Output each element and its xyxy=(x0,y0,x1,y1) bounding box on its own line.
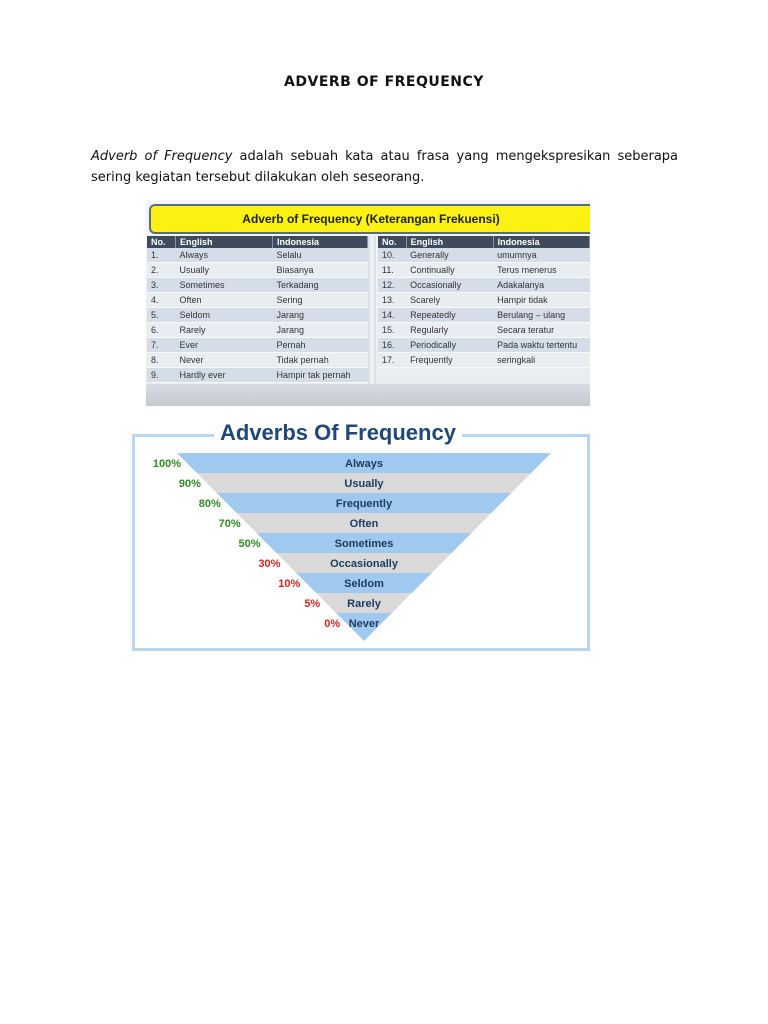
cell-english: Seldom xyxy=(176,308,273,323)
pyramid-percent: 10% xyxy=(278,578,301,590)
pyramid-percent: 90% xyxy=(178,478,201,490)
pyramid-word: Usually xyxy=(344,478,384,490)
pyramid-percent: 0% xyxy=(324,618,341,630)
cell-english: Ever xyxy=(176,338,273,353)
header-no: No. xyxy=(147,236,176,248)
cell-indonesia: Hampir tidak xyxy=(493,293,589,308)
cell-no: 14. xyxy=(378,308,406,323)
table-row xyxy=(378,353,590,368)
intro-paragraph xyxy=(91,146,678,188)
cell-no: 5. xyxy=(147,308,176,323)
pyramid-percent: 30% xyxy=(258,558,281,570)
cell-no: 17. xyxy=(378,353,406,368)
cell-indonesia: Pada waktu tertentu xyxy=(493,338,589,353)
table-row xyxy=(147,278,368,293)
table-row xyxy=(378,323,590,338)
pyramid-word: Never xyxy=(348,618,380,630)
cell-indonesia: Sering xyxy=(273,293,368,308)
cell-indonesia: Secara teratur xyxy=(493,323,589,338)
cell-indonesia: Pernah xyxy=(273,338,368,353)
header-english: English xyxy=(176,236,273,248)
header-indonesia: Indonesia xyxy=(493,236,589,248)
cell-english: Frequently xyxy=(406,353,493,368)
pyramid-frame xyxy=(132,434,590,651)
cell-no: 13. xyxy=(378,293,406,308)
cell-english: Periodically xyxy=(406,338,493,353)
table-row xyxy=(147,308,368,323)
frequency-table-right xyxy=(378,236,590,368)
cell-no: 10. xyxy=(378,248,406,263)
cell-indonesia: Tidak pernah xyxy=(273,353,368,368)
cell-english: Continually xyxy=(406,263,493,278)
pyramid-percent: 5% xyxy=(304,598,321,610)
cell-english: Sometimes xyxy=(176,278,273,293)
table-bottom-strip xyxy=(146,384,590,406)
frequency-table-image xyxy=(146,200,590,406)
cell-english: Occasionally xyxy=(406,278,493,293)
pyramid-word: Rarely xyxy=(347,598,381,610)
cell-no: 9. xyxy=(147,368,176,383)
pyramid-word: Occasionally xyxy=(330,558,398,570)
cell-english: Regularly xyxy=(406,323,493,338)
cell-no: 2. xyxy=(147,263,176,278)
table-row xyxy=(378,293,590,308)
table-banner: Adverb of Frequency (Keterangan Frekuensi) xyxy=(149,204,590,234)
table-row xyxy=(378,248,590,263)
document-title: ADVERB OF FREQUENCY xyxy=(284,74,484,90)
cell-indonesia: Terus menerus xyxy=(493,263,589,278)
pyramid-percent: 100% xyxy=(152,458,181,470)
cell-no: 16. xyxy=(378,338,406,353)
pyramid-word: Always xyxy=(345,458,383,470)
cell-indonesia: Terkadang xyxy=(273,278,368,293)
cell-indonesia: Hampir tak pernah xyxy=(273,368,368,383)
table-row xyxy=(378,278,590,293)
cell-indonesia: Berulang – ulang xyxy=(493,308,589,323)
intro-term: Adverb of Frequency xyxy=(91,149,233,164)
table-row xyxy=(147,368,368,383)
pyramid-percent: 70% xyxy=(218,518,241,530)
cell-english: Rarely xyxy=(176,323,273,338)
cell-no: 8. xyxy=(147,353,176,368)
cell-no: 11. xyxy=(378,263,406,278)
pyramid-word: Seldom xyxy=(344,578,384,590)
cell-english: Often xyxy=(176,293,273,308)
cell-english: Usually xyxy=(176,263,273,278)
cell-indonesia: Selalu xyxy=(273,248,368,263)
table-header-row xyxy=(147,236,368,248)
frequency-pyramid xyxy=(135,437,587,648)
table-row xyxy=(147,293,368,308)
pyramid-word: Sometimes xyxy=(334,538,394,550)
table-row xyxy=(147,353,368,368)
cell-indonesia: Jarang xyxy=(273,323,368,338)
table-divider xyxy=(368,236,376,386)
table-row xyxy=(378,263,590,278)
pyramid-percent: 80% xyxy=(198,498,221,510)
cell-english: Never xyxy=(176,353,273,368)
table-row xyxy=(147,323,368,338)
cell-no: 12. xyxy=(378,278,406,293)
cell-no: 1. xyxy=(147,248,176,263)
cell-no: 4. xyxy=(147,293,176,308)
table-row xyxy=(378,338,590,353)
pyramid-percent: 50% xyxy=(238,538,261,550)
cell-no: 15. xyxy=(378,323,406,338)
cell-english: Generally xyxy=(406,248,493,263)
intro-text: adalah sebuah kata atau frasa yang mengekspresikan seberapa sering kegiatan tersebut dilakukan oleh seseorang. xyxy=(91,149,679,185)
cell-english: Always xyxy=(176,248,273,263)
pyramid-word: Often xyxy=(349,518,379,530)
cell-indonesia: Biasanya xyxy=(273,263,368,278)
header-english: English xyxy=(406,236,493,248)
cell-no: 3. xyxy=(147,278,176,293)
header-no: No. xyxy=(378,236,406,248)
cell-indonesia: seringkali xyxy=(493,353,589,368)
cell-indonesia: Jarang xyxy=(273,308,368,323)
pyramid-title: Adverbs Of Frequency xyxy=(214,420,462,446)
table-row xyxy=(147,248,368,263)
cell-english: Scarely xyxy=(406,293,493,308)
cell-indonesia: Adakalanya xyxy=(493,278,589,293)
table-row xyxy=(147,338,368,353)
table-header-row xyxy=(378,236,590,248)
cell-no: 6. xyxy=(147,323,176,338)
pyramid-word: Frequently xyxy=(335,498,393,510)
cell-no: 7. xyxy=(147,338,176,353)
header-indonesia: Indonesia xyxy=(273,236,368,248)
cell-english: Repeatedly xyxy=(406,308,493,323)
frequency-table-left xyxy=(147,236,368,383)
cell-english: Hardly ever xyxy=(176,368,273,383)
table-row xyxy=(378,308,590,323)
table-row xyxy=(147,263,368,278)
cell-indonesia: umumnya xyxy=(493,248,589,263)
